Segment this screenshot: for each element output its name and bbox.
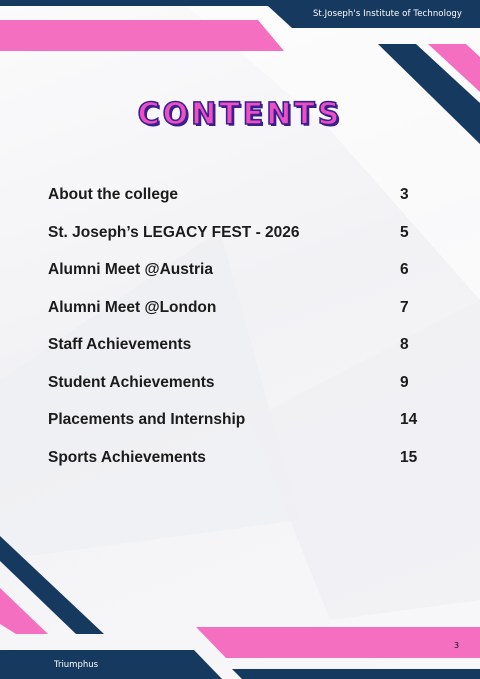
toc-item-page: 3 — [400, 186, 409, 203]
toc-item-student-achievements[interactable] — [48, 370, 428, 408]
toc-item-label: Alumni Meet @Austria — [48, 261, 213, 278]
toc-item-page: 15 — [400, 448, 418, 466]
toc-item-page: 8 — [400, 336, 409, 353]
toc-item-page: 6 — [400, 261, 409, 278]
toc-item-label: Placements and Internship — [48, 411, 246, 428]
toc-item-legacy-fest[interactable] — [48, 220, 428, 258]
magazine-name: Triumphus — [54, 660, 99, 670]
institution-name: St.Joseph's Institute of Technology — [312, 9, 462, 19]
toc-item-label: Student Achievements — [48, 373, 215, 391]
toc-item-page: 5 — [400, 223, 409, 241]
toc-item-page: 14 — [400, 411, 418, 428]
table-of-contents — [48, 182, 428, 482]
toc-item-label: St. Joseph’s LEGACY FEST - 2026 — [48, 223, 300, 241]
toc-item-alumni-london[interactable] — [48, 295, 428, 333]
page-title: CONTENTS — [137, 97, 343, 132]
toc-item-sports-achievements[interactable] — [48, 445, 428, 483]
top-pink-band — [0, 20, 284, 51]
toc-item-page: 7 — [400, 298, 409, 316]
bottom-navy-bar — [0, 650, 222, 679]
toc-item-label: Sports Achievements — [48, 448, 206, 466]
toc-item-staff-achievements[interactable] — [48, 332, 428, 370]
toc-item-label: Staff Achievements — [48, 336, 192, 353]
toc-item-about[interactable] — [48, 182, 428, 220]
toc-item-alumni-austria[interactable] — [48, 257, 428, 295]
bottom-pink-band — [196, 627, 480, 658]
toc-item-label: About the college — [48, 186, 179, 203]
toc-item-placements[interactable] — [48, 407, 428, 445]
bottom-navy-bar-right — [232, 669, 480, 679]
page-number: 3 — [454, 641, 460, 650]
toc-item-page: 9 — [400, 373, 409, 391]
toc-item-label: Alumni Meet @London — [48, 298, 217, 316]
